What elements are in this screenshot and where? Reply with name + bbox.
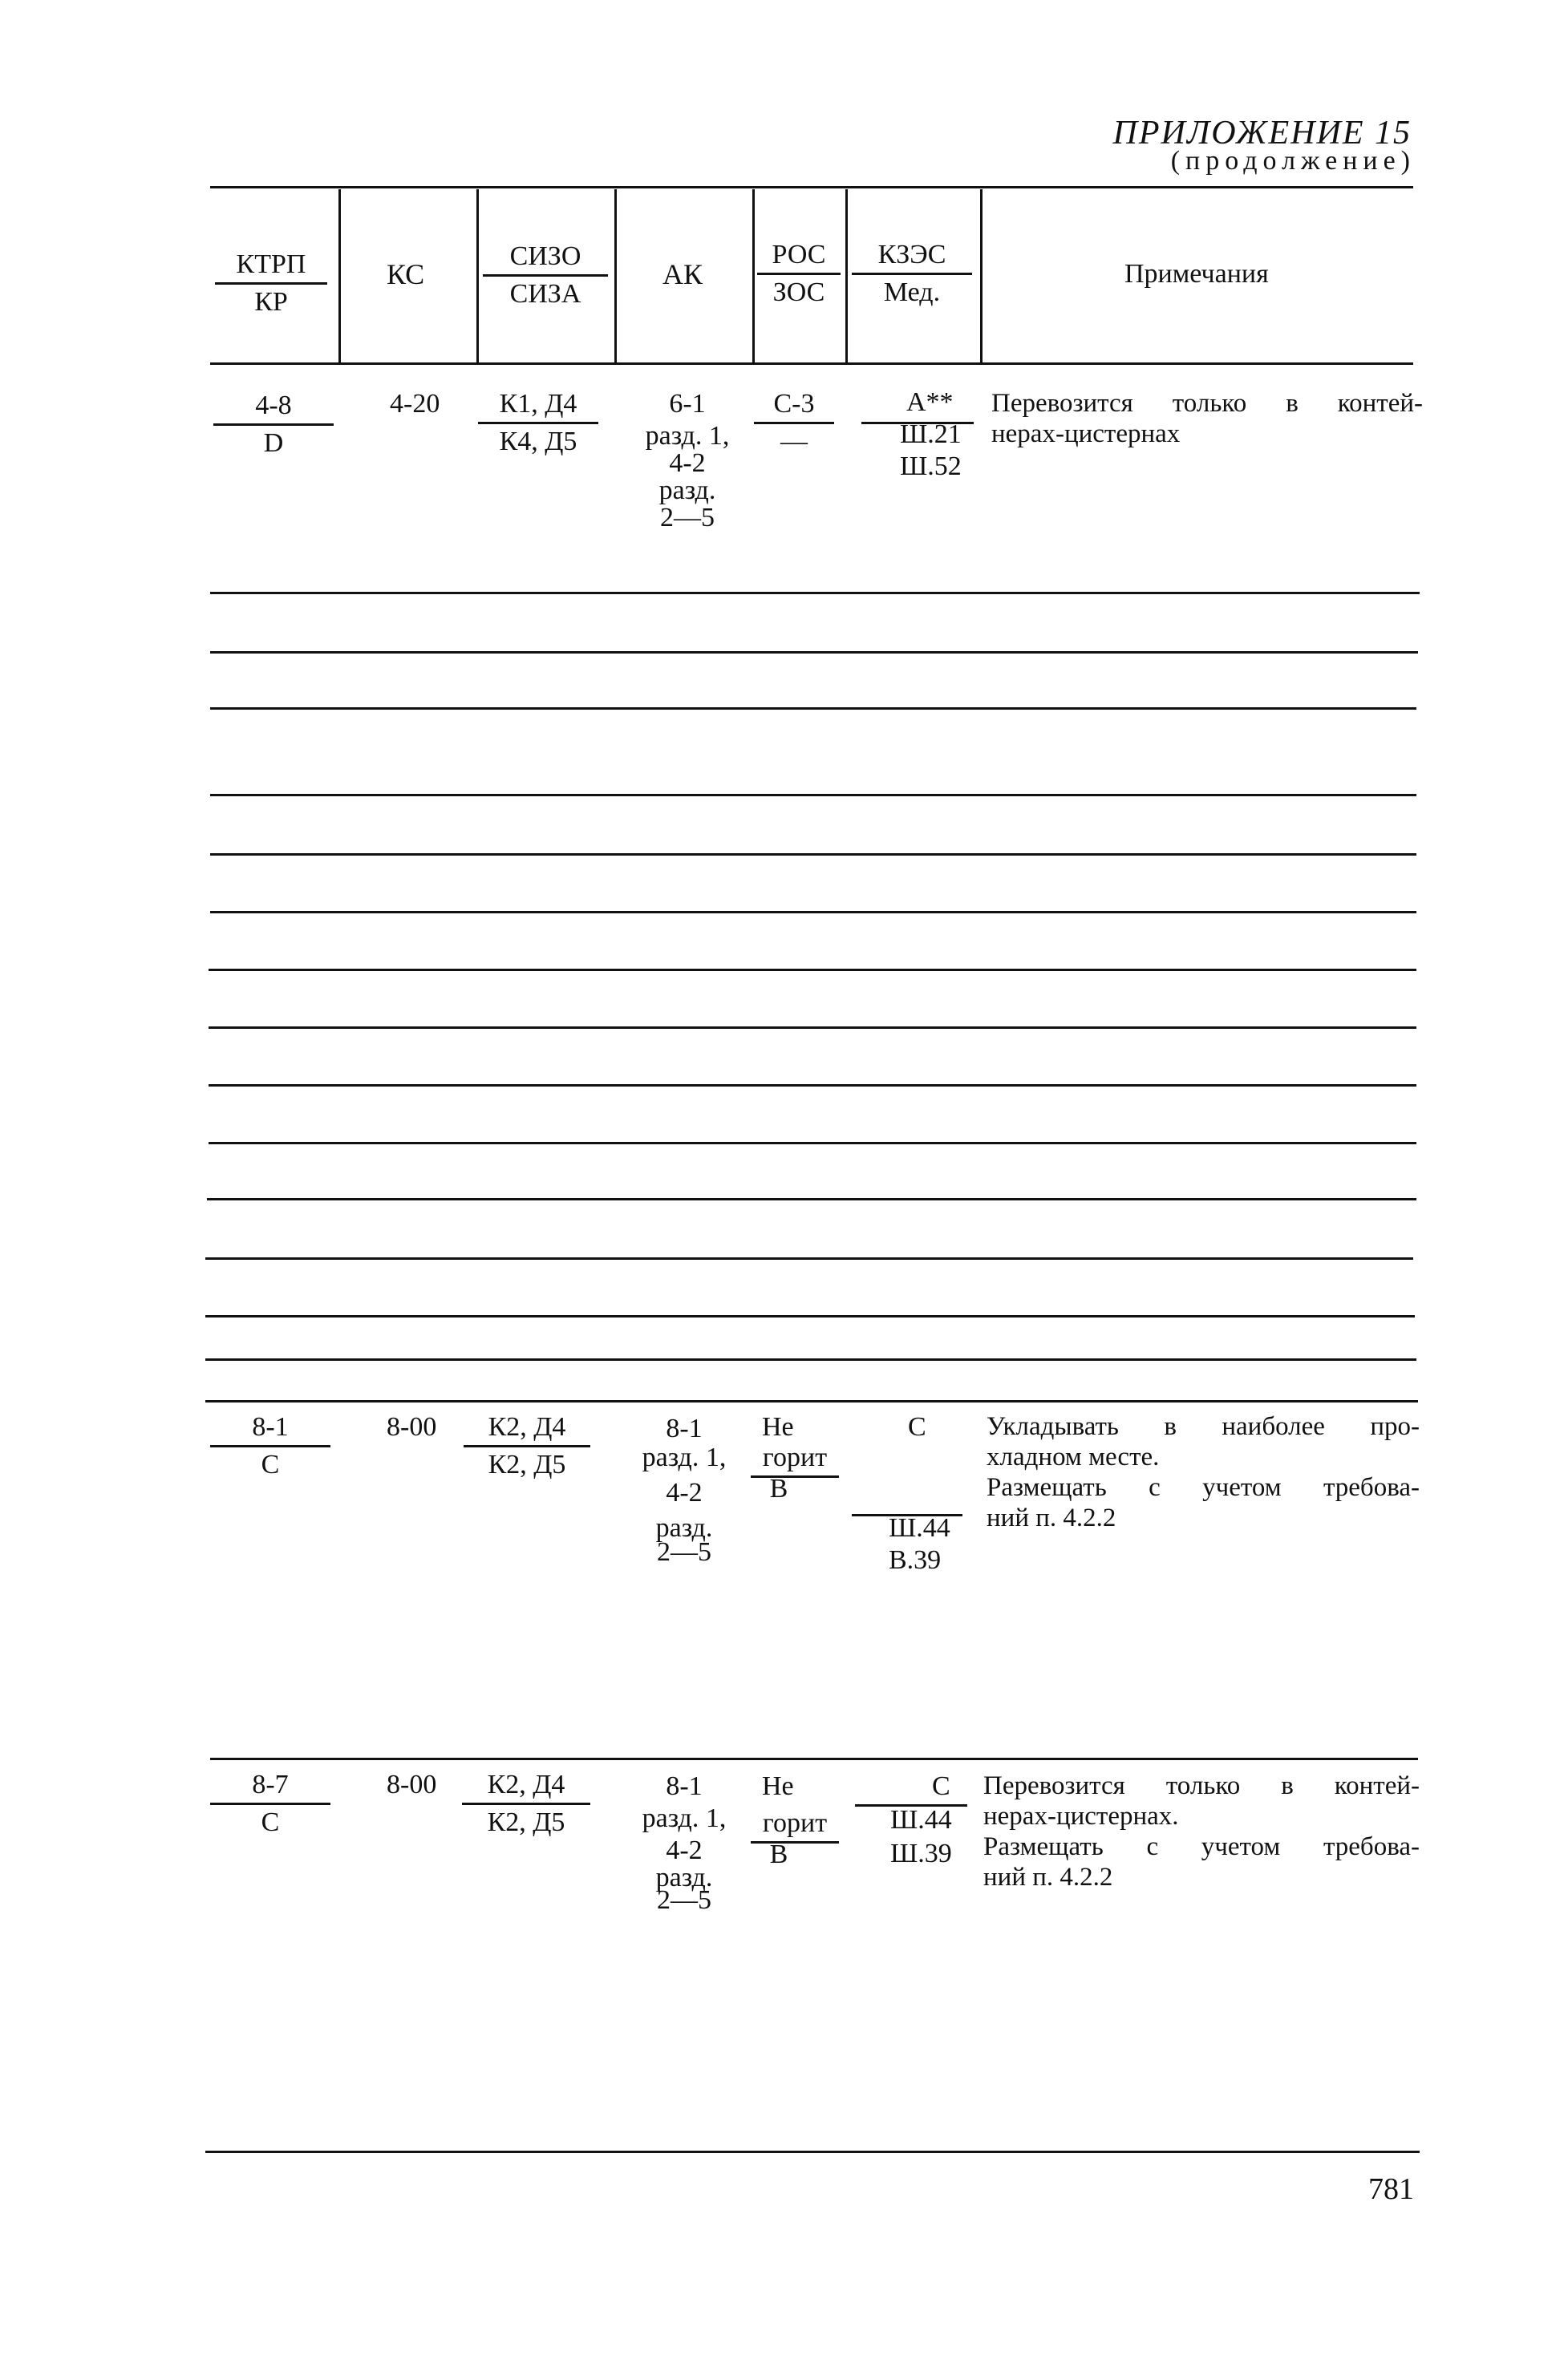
row3-notes [983,1771,1420,1892]
column-divider [845,189,848,362]
header-bottom-rule [210,362,1413,365]
row2-sizo-siza [464,1411,590,1481]
row3-ros-zos [751,1807,839,1871]
row3-notes-line: нерах-цистернах. [983,1802,1179,1831]
row2-ak-line: разд. 1, [642,1443,727,1472]
row3-ros-mid: горит [751,1807,839,1844]
empty-rule [210,794,1416,796]
row2-ktrp-kr [210,1411,330,1481]
row1-ktrp: 4-8 [213,390,334,426]
column-divider [980,189,983,362]
header-kr: КР [254,287,288,317]
row2-notes-line: Укладывать в наиболее про- [987,1412,1420,1441]
row-separator [205,1400,1418,1402]
row3-notes-line: Перевозится только в контей- [983,1771,1420,1800]
row2-ros-mid: горит [751,1442,839,1478]
row2-med [889,1512,950,1577]
row3-siza: К2, Д5 [487,1807,565,1837]
row3-med-line: Ш.44 [890,1805,952,1835]
row2-zos: В [769,1474,788,1504]
row2-notes-line: хладном месте. [987,1443,1160,1471]
row1-ak-line: 2—5 [660,503,715,532]
column-divider [476,189,479,362]
header-ktrp-kr [215,249,327,318]
row3-zos: В [769,1840,788,1869]
header-sizo-siza [483,241,608,310]
empty-rule [209,1142,1416,1144]
column-divider [614,189,617,362]
row1-ak-line: разд. [658,476,716,505]
header-siza: СИЗА [509,279,581,309]
appendix-subtitle: (продолжение) [1170,146,1416,176]
header-ks: КС [387,258,425,290]
row3-sizo: К2, Д4 [462,1769,590,1805]
row3-ks: 8-00 [387,1770,437,1799]
empty-rule [210,707,1416,710]
row1-med-line: Ш.21 [900,419,962,449]
row1-ak-line: 4-2 [669,448,706,478]
row2-ak [624,1413,744,1568]
table-bottom-rule [205,2151,1420,2153]
row1-zos: — [780,427,808,456]
row3-ak-line: 2—5 [657,1885,711,1915]
row2-siza: К2, Д5 [488,1450,566,1479]
row2-notes [987,1411,1420,1533]
empty-rule [207,1198,1416,1200]
header-zos: ЗОС [772,277,825,307]
row2-ktrp: 8-1 [210,1411,330,1447]
header-med: Мед. [883,277,941,307]
table-top-rule [210,186,1413,188]
row2-ros: Не [762,1412,794,1442]
row3-notes-line: ний п. 4.2.2 [983,1863,1113,1892]
row1-ktrp-kr [213,390,334,459]
empty-rule [205,1257,1413,1260]
row2-kr: С [261,1450,280,1479]
header-notes: Примечания [1124,259,1269,289]
empty-rule [210,651,1418,654]
row2-kzes: С [908,1412,926,1442]
row3-kr: С [261,1807,280,1837]
header-kzes: КЗЭС [852,239,972,275]
header-ak: АК [662,258,703,290]
row2-ros-zos [751,1442,839,1505]
row3-ros: Не [762,1771,794,1801]
row2-ak-line: 2—5 [657,1537,711,1567]
row1-ros-zos [754,388,834,458]
row3-notes-line: Размещать с учетом требова- [983,1832,1420,1861]
header-ktrp: КТРП [215,249,327,285]
row1-sizo-siza [478,388,598,458]
row1-notes-line: нерах-цистернах [991,419,1181,448]
row-separator [210,1758,1418,1760]
row3-med [890,1804,952,1870]
row3-med-line: Ш.39 [890,1839,952,1868]
page-number: 781 [1368,2172,1414,2206]
empty-rule [210,911,1416,913]
row3-ak-line: разд. 1, [642,1803,727,1833]
row2-ks: 8-00 [387,1412,437,1442]
row1-sizo: К1, Д4 [478,388,598,424]
row1-ak [627,388,748,534]
row3-ktrp: 8-7 [210,1769,330,1805]
empty-rule [209,969,1416,971]
empty-rule [209,1084,1416,1087]
row3-sizo-siza [462,1769,590,1839]
row1-notes [991,388,1423,449]
header-sizo: СИЗО [483,241,608,277]
row2-ak-line: разд. [655,1513,713,1543]
row1-siza: К4, Д5 [499,427,577,456]
row1-kr: D [263,428,284,458]
row3-kzes: С [932,1771,950,1801]
row1-med-line: Ш.52 [900,451,962,481]
row1-ros: С-3 [754,388,834,424]
row1-ks: 4-20 [390,389,440,419]
empty-rule [210,592,1420,594]
header-kzes-med [852,239,972,309]
row2-notes-line: ний п. 4.2.2 [987,1504,1116,1532]
row1-notes-line: Перевозится только в контей- [991,389,1423,418]
column-divider [338,189,341,362]
row3-ak-line: 4-2 [666,1836,703,1865]
row3-ak-line: разд. [655,1863,713,1892]
empty-rule [209,1026,1416,1029]
row2-notes-line: Размещать с учетом требова- [987,1473,1420,1502]
row2-ak-line: 8-1 [666,1414,703,1443]
row3-ak [624,1771,744,1917]
header-ros: РОС [757,239,841,275]
column-divider [752,189,755,362]
row1-ak-line: разд. 1, [645,421,730,451]
row2-sizo: К2, Д4 [464,1411,590,1447]
empty-rule [205,1315,1415,1318]
row2-ak-line: 4-2 [666,1478,703,1508]
row1-med [900,419,962,483]
row2-med-line: Ш.44 [889,1513,950,1543]
row3-ak-line: 8-1 [666,1771,703,1801]
empty-rule [205,1358,1416,1361]
header-ros-zos [757,239,841,309]
appendix-title: ПРИЛОЖЕНИЕ 15 [1112,115,1412,152]
row2-med-line: В.39 [889,1545,942,1575]
row3-ktrp-kr [210,1769,330,1839]
empty-rule [210,853,1416,856]
row1-kzes: А** [906,387,954,417]
row1-ak-line: 6-1 [669,389,706,419]
